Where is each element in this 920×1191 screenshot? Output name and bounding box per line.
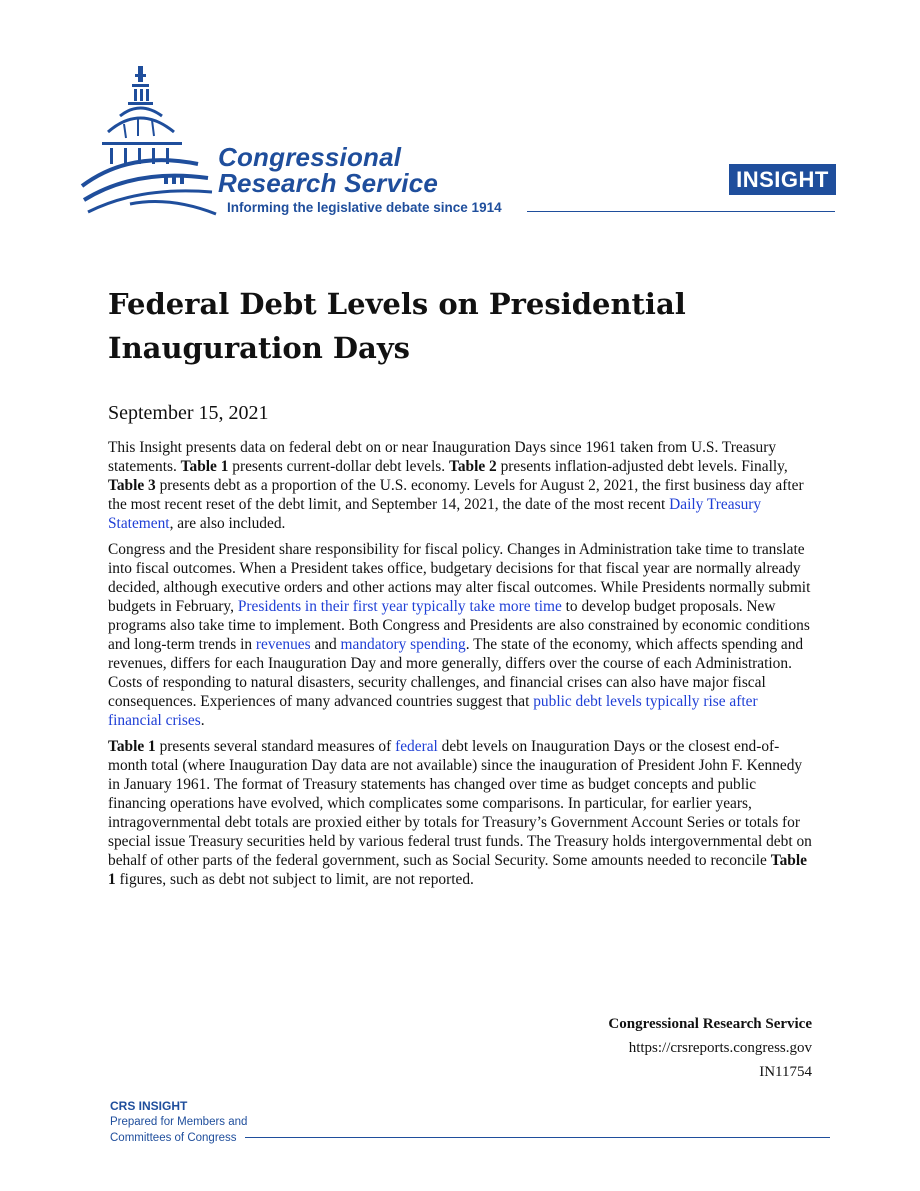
prepared-for-line2: Committees of Congress <box>110 1132 237 1144</box>
paragraph-3 <box>108 737 813 889</box>
footer-org: Congressional Research Service <box>608 1016 812 1032</box>
text-run: Congress and the President share responsibility for fiscal policy. Changes in Administration take time to translate into fiscal outcomes. When a President takes office, budgetary decisions for that fiscal year are normally already decided, although executive orders and other actions may alter fiscal outcomes. While Presidents normally submit budgets in February, <box>108 541 811 615</box>
footer-url[interactable]: https://crsreports.congress.gov <box>628 1040 812 1056</box>
link-public-debt-financial-crises[interactable]: public debt levels typically rise after financial crises <box>108 693 758 729</box>
paragraph-2 <box>108 540 813 730</box>
text-run: presents debt as a proportion of the U.S. economy. Levels for August 2, 2021, the first business day after the most recent reset of the debt limit, and September 14, 2021, the date of the most recent <box>108 477 804 513</box>
logo-name-line2: Research Service <box>218 168 439 198</box>
table-reference: Table 1 <box>108 852 807 888</box>
crs-insight-label: CRS INSIGHT <box>110 1099 188 1113</box>
link-daily-treasury-statement[interactable]: Daily Treasury Statement <box>108 496 762 532</box>
text-run: and <box>310 636 341 653</box>
text-run: presents current-dollar debt levels. <box>228 458 449 475</box>
logo-name-line1: Congressional <box>218 142 402 172</box>
table-reference: Table 1 <box>108 738 156 755</box>
table-reference: Table 1 <box>180 458 229 475</box>
insight-badge: INSIGHT <box>729 164 836 195</box>
article-body <box>108 438 813 896</box>
crs-logo <box>80 64 540 224</box>
text-run: . <box>200 712 205 729</box>
capitol-dome-icon <box>80 64 220 224</box>
text-run: debt levels on Inauguration Days or the closest end-of-month total (where Inauguration Day data are not available) since the inauguration of President John F. Kennedy in January 1961. The format of Treasury statements has changed over time as budget concepts and public financing operations have evolved, which complicates some comparisons. In particular, for earlier years, intragovernmental debt totals are proxied either by totals for Treasury’s Government Account Series or totals for special issue Treasury securities held by various federal trust funds. The Treasury holds intergovernmental debt on behalf of other parts of the federal government, such as Social Security. Some amounts needed to reconcile <box>108 738 812 869</box>
text-run: figures, such as debt not subject to limit, are not reported. <box>115 871 474 888</box>
link-presidents-first-year[interactable]: Presidents in their first year typically take more time <box>237 598 562 615</box>
text-run: to develop budget proposals. New programs also take time to implement. Both Congress and Presidents are also constrained by economic conditions and long-term trends in <box>108 598 810 653</box>
link-mandatory-spending[interactable]: mandatory spending <box>340 636 466 653</box>
text-run: This Insight presents data on federal debt on or near Inauguration Days since 1961 taken from U.S. Treasury statements. <box>108 439 777 475</box>
link-federal[interactable]: federal <box>395 738 438 755</box>
prepared-for-line1: Prepared for Members and <box>110 1116 248 1128</box>
logo-wordmark <box>218 144 438 196</box>
text-run: presents inflation-adjusted debt levels. Finally, <box>496 458 788 475</box>
table-reference: Table 3 <box>108 477 156 494</box>
report-id: IN11754 <box>759 1064 812 1080</box>
footer-divider <box>245 1137 830 1138</box>
footer-info <box>608 1012 812 1084</box>
publication-date: September 15, 2021 <box>108 402 269 424</box>
link-revenues[interactable]: revenues <box>255 636 311 653</box>
text-run: . The state of the economy, which affects spending and revenues, differs for each Inauguration Day and more generally, differs over the course of each Administration. Costs of responding to natural disasters, security challenges, and financial crises can also have major fiscal consequences. Experiences of many advanced countries suggest that <box>108 636 804 710</box>
page-title: Federal Debt Levels on Presidential Inauguration Days <box>108 287 686 365</box>
table-reference: Table 2 <box>448 458 497 475</box>
logo-tagline: Informing the legislative debate since 1914 <box>227 200 502 215</box>
text-run: , are also included. <box>169 515 286 532</box>
crs-insight-footer <box>110 1099 247 1146</box>
header-divider <box>527 211 835 212</box>
text-run: presents several standard measures of <box>155 738 396 755</box>
paragraph-1 <box>108 438 813 533</box>
